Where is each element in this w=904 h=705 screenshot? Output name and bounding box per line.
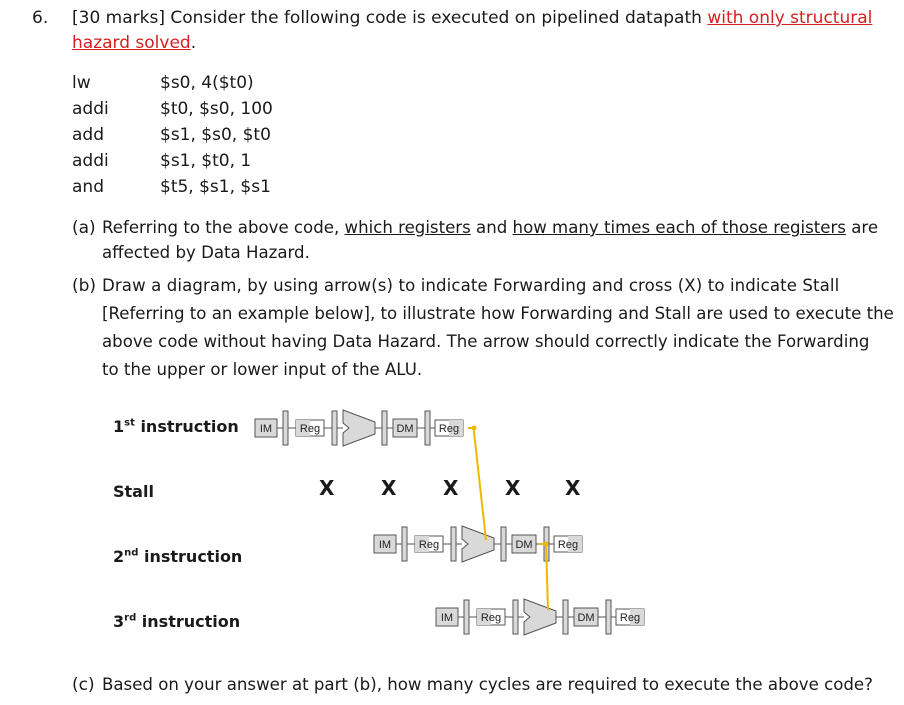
part-a-text: Referring to the above code, bbox=[102, 218, 345, 237]
row-label-stall: Stall bbox=[113, 482, 154, 501]
pipeline-register bbox=[451, 527, 456, 561]
reg-wb-label: Reg bbox=[619, 612, 641, 624]
part-a-text: and bbox=[470, 218, 513, 237]
forward-line-1 bbox=[468, 428, 486, 540]
alu bbox=[343, 410, 375, 446]
part-a-line-2: affected by Data Hazard. bbox=[102, 243, 310, 262]
pipeline-register bbox=[425, 411, 430, 445]
dm-label: DM bbox=[577, 612, 595, 624]
dm-label: DM bbox=[515, 539, 533, 551]
stall-cross: X bbox=[319, 476, 335, 500]
alu bbox=[524, 599, 556, 635]
im-label: IM bbox=[378, 539, 392, 551]
question-number: 6. bbox=[32, 8, 49, 28]
part-b-line-3: above code without having Data Hazard. The arrow should correctly indicate the Forwarding bbox=[102, 332, 870, 351]
pipeline-register bbox=[606, 600, 611, 634]
stall-cross: X bbox=[381, 476, 397, 500]
pipeline-register bbox=[501, 527, 506, 561]
code-args: $t5, $s1, $s1 bbox=[160, 177, 271, 197]
stall-cross: X bbox=[505, 476, 521, 500]
code-args: $s0, 4($t0) bbox=[160, 73, 254, 93]
reg-wb-label: Reg bbox=[557, 539, 579, 551]
part-b-line-1: Draw a diagram, by using arrow(s) to indicate Forwarding and cross (X) to indicate Stall bbox=[102, 276, 840, 295]
row-label-3: 3rd instruction bbox=[113, 612, 241, 631]
pipeline-row-1 bbox=[255, 410, 463, 446]
reg-wb-label: Reg bbox=[438, 423, 460, 435]
pipeline-row-3 bbox=[436, 599, 644, 635]
row-label-1: 1st instruction bbox=[113, 417, 239, 436]
pipeline-register bbox=[464, 600, 469, 634]
forward-dot bbox=[544, 542, 549, 547]
pipeline-register bbox=[402, 527, 407, 561]
question-underlined-text-2: hazard solved bbox=[72, 33, 191, 53]
pipeline-row-2 bbox=[374, 526, 582, 562]
pipeline-register bbox=[283, 411, 288, 445]
reg-label: Reg bbox=[480, 612, 502, 624]
pipeline-register bbox=[513, 600, 518, 634]
code-args: $s1, $t0, 1 bbox=[160, 151, 252, 171]
part-c-marker: (c) bbox=[72, 675, 95, 695]
code-op: and bbox=[72, 177, 104, 197]
part-a-underline: how many times each of those registers bbox=[512, 218, 846, 237]
part-b-line-2: [Referring to an example below], to illustrate how Forwarding and Stall are used to execute the bbox=[102, 304, 894, 323]
code-args: $t0, $s0, 100 bbox=[160, 99, 273, 119]
code-op: lw bbox=[72, 73, 91, 93]
part-b-marker: (b) bbox=[72, 276, 97, 296]
forward-dot bbox=[472, 426, 477, 431]
code-op: addi bbox=[72, 99, 109, 119]
forwarding-arrows bbox=[468, 426, 549, 611]
im-label: IM bbox=[259, 423, 273, 435]
part-c-text: Based on your answer at part (b), how many cycles are required to execute the above code? bbox=[102, 675, 873, 694]
reg-label: Reg bbox=[418, 539, 440, 551]
part-a-text: are bbox=[845, 218, 879, 237]
row-label-2: 2nd instruction bbox=[113, 547, 243, 566]
stall-cross: X bbox=[443, 476, 459, 500]
part-b-line-4: to the upper or lower input of the ALU. bbox=[102, 360, 423, 379]
code-args: $s1, $s0, $t0 bbox=[160, 125, 271, 145]
pipeline-register bbox=[563, 600, 568, 634]
part-a-marker: (a) bbox=[72, 218, 96, 238]
code-op: addi bbox=[72, 151, 109, 171]
im-label: IM bbox=[440, 612, 454, 624]
code-op: add bbox=[72, 125, 104, 145]
reg-label: Reg bbox=[299, 423, 321, 435]
dm-label: DM bbox=[396, 423, 414, 435]
question-lead-text: [30 marks] Consider the following code is executed on pipelined datapath bbox=[72, 8, 708, 28]
question-underlined-text: with only structural bbox=[707, 8, 873, 28]
pipeline-register bbox=[332, 411, 337, 445]
question-lead-end: . bbox=[190, 33, 197, 53]
alu bbox=[462, 526, 494, 562]
stall-cross: X bbox=[565, 476, 581, 500]
part-a-underline: which registers bbox=[344, 218, 471, 237]
pipeline-register bbox=[382, 411, 387, 445]
